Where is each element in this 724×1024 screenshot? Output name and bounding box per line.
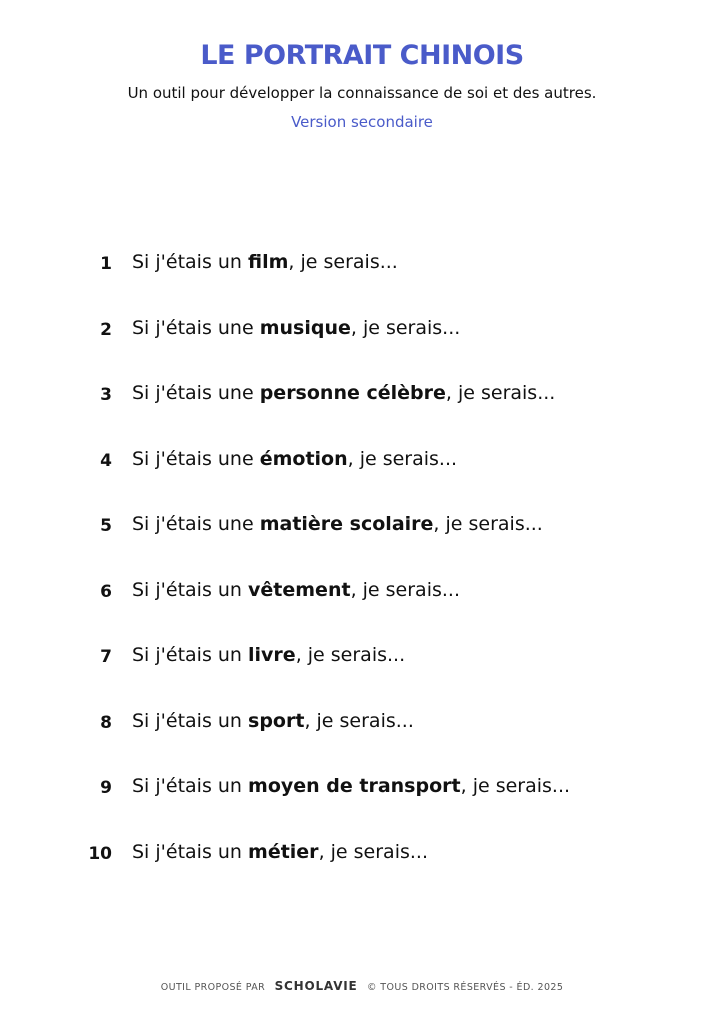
item-number: 10 (88, 843, 112, 864)
list-item (0, 576, 724, 642)
page-footer (0, 979, 724, 993)
item-keyword: film (248, 251, 289, 273)
item-suffix: , je serais... (350, 578, 460, 601)
item-prefix: Si j'étais un (132, 709, 249, 732)
item-number: 7 (100, 647, 112, 667)
item-prefix: Si j'étais une (132, 316, 260, 339)
item-keyword: matière scolaire (259, 513, 434, 535)
item-keyword: musique (259, 316, 351, 339)
item-prefix: Si j'étais un (132, 644, 249, 666)
list-item (0, 314, 724, 380)
list-item (0, 707, 724, 773)
version-label: Version secondaire (291, 113, 433, 131)
list-item (0, 772, 724, 838)
item-text (132, 317, 460, 339)
item-suffix: , je serais... (460, 775, 571, 797)
item-prefix: Si j'étais un (132, 775, 249, 797)
item-keyword: sport (248, 709, 305, 732)
item-number: 8 (100, 712, 112, 733)
item-number: 5 (100, 516, 112, 536)
item-suffix: , je serais... (347, 447, 458, 470)
footer-prefix: OUTIL PROPOSÉ PAR (160, 982, 266, 993)
item-number: 1 (100, 254, 112, 274)
item-prefix: Si j'étais une (132, 513, 260, 535)
list-item (0, 510, 724, 576)
list-item (0, 445, 724, 511)
page-title: LE PORTRAIT CHINOIS (200, 40, 524, 71)
item-text (132, 644, 405, 666)
item-number: 6 (100, 581, 112, 602)
item-suffix: , je serais... (318, 840, 428, 863)
footer-copyright: © TOUS DROITS RÉSERVÉS - ÉD. 2025 (366, 982, 564, 993)
item-suffix: , je serais... (350, 316, 461, 339)
item-keyword: émotion (259, 447, 348, 470)
item-keyword: livre (248, 644, 296, 666)
item-suffix: , je serais... (288, 251, 398, 273)
question-list (0, 248, 724, 903)
item-keyword: vêtement (248, 578, 351, 601)
item-suffix: , je serais... (433, 513, 543, 535)
item-keyword: personne célèbre (259, 382, 446, 404)
item-text (132, 513, 543, 535)
brand-logo: SCHOLAVIE (274, 979, 358, 993)
item-suffix: , je serais... (445, 382, 556, 404)
item-prefix: Si j'étais un (132, 840, 249, 863)
item-prefix: Si j'étais un (132, 251, 249, 273)
item-text (132, 382, 555, 404)
item-prefix: Si j'étais un (132, 578, 249, 601)
item-number: 2 (100, 319, 112, 340)
item-suffix: , je serais... (304, 709, 414, 732)
item-number: 3 (100, 385, 112, 405)
item-prefix: Si j'étais une (132, 447, 260, 470)
item-text (132, 841, 428, 863)
item-suffix: , je serais... (295, 644, 406, 666)
item-prefix: Si j'étais une (132, 382, 260, 404)
item-number: 9 (100, 778, 112, 798)
list-item (0, 838, 724, 904)
item-number: 4 (100, 450, 112, 471)
item-text (132, 251, 398, 273)
item-text (132, 710, 414, 732)
item-keyword: moyen de transport (248, 775, 461, 797)
list-item (0, 379, 724, 445)
list-item (0, 641, 724, 707)
item-text (132, 579, 460, 601)
item-keyword: métier (248, 840, 319, 863)
item-text (132, 448, 457, 470)
item-text (132, 775, 570, 797)
page-subtitle: Un outil pour développer la connaissance de soi et des autres. (127, 84, 597, 102)
list-item (0, 248, 724, 314)
